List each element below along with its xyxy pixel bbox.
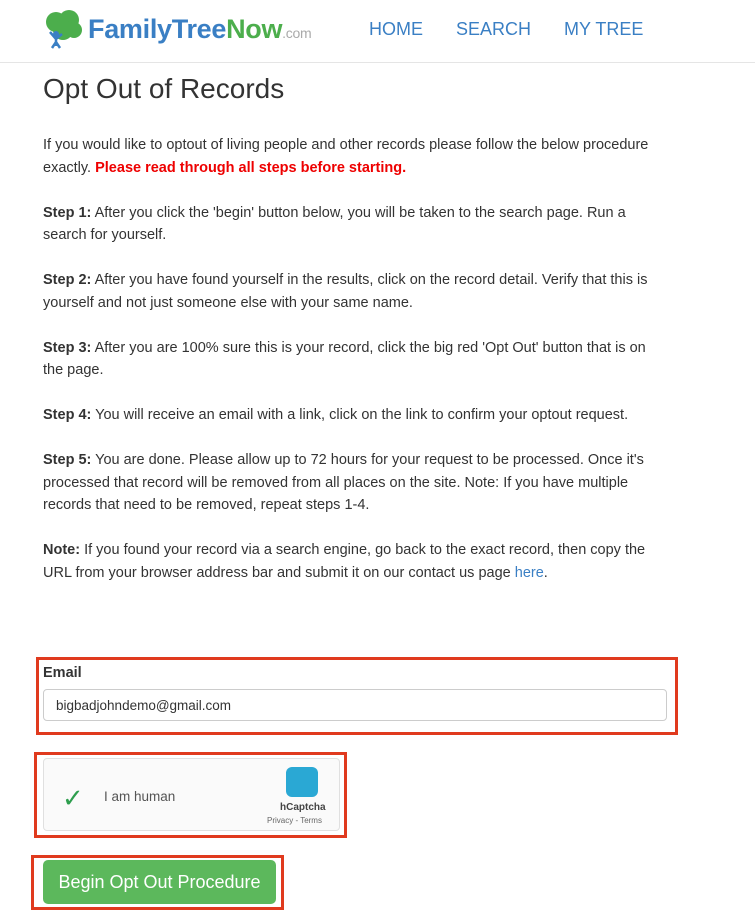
intro: If you would like to optout of living people and other records please follow the below procedure exactly. bbox=[43, 137, 649, 176]
email-label: Email bbox=[43, 665, 82, 681]
note-end: . bbox=[543, 564, 548, 581]
step-label: Step 1: bbox=[43, 204, 92, 221]
note-label: Note: bbox=[43, 542, 81, 558]
captcha-label: I am human bbox=[104, 789, 176, 804]
step-3 bbox=[43, 337, 668, 382]
step-text: After you click the 'begin' button below, you will be taken to the search page. Run a search for yourself. bbox=[43, 204, 626, 243]
email-input[interactable] bbox=[43, 689, 667, 721]
hcaptcha-widget[interactable] bbox=[43, 758, 340, 831]
begin-opt-out-button[interactable]: Begin Opt Out Procedure bbox=[43, 860, 276, 904]
step-4 bbox=[43, 404, 668, 427]
logo-text: Now bbox=[226, 13, 283, 44]
nav-my-tree[interactable]: MY TREE bbox=[564, 19, 644, 39]
nav-home[interactable]: HOME bbox=[369, 19, 423, 39]
step-2 bbox=[43, 269, 668, 314]
hcaptcha-logo-icon bbox=[286, 767, 318, 797]
hcaptcha-brand: hCaptcha bbox=[280, 802, 326, 813]
step-label: Step 2: bbox=[43, 272, 92, 288]
step-text: After you have found yourself in the results, click on the record detail. Verify that this is yourself and not just someone else with your same name. bbox=[43, 272, 648, 311]
tree-icon bbox=[42, 8, 84, 50]
instructions bbox=[43, 134, 668, 607]
step-text: You will receive an email with a link, click on the link to confirm your optout request. bbox=[91, 407, 629, 423]
logo-text: .com bbox=[282, 24, 312, 41]
site-logo[interactable] bbox=[42, 8, 311, 50]
step-text: After you are 100% sure this is your record, click the big red 'Opt Out' button that is on the page. bbox=[43, 339, 646, 378]
captcha-links[interactable]: Privacy - Terms bbox=[267, 816, 322, 825]
step-text: You are done. Please allow up to 72 hours for your request to be processed. Once it's processed that record will be removed from all places on the site. Note: If you have multiple records that need to be removed, repeat steps 1-4. bbox=[43, 452, 644, 513]
logo-text: FamilyTree bbox=[88, 13, 227, 44]
step-5 bbox=[43, 449, 668, 517]
checkmark-icon[interactable]: ✓ bbox=[62, 783, 84, 813]
step-label: Step 3: bbox=[43, 339, 92, 356]
note-text: If you found your record via a search engine, go back to the exact record, then copy the URL from your browser address bar and submit it on our contact us page bbox=[43, 542, 646, 581]
intro-text bbox=[43, 134, 668, 179]
step-label: Step 4: bbox=[43, 407, 92, 423]
note bbox=[43, 539, 668, 584]
site-header bbox=[0, 0, 755, 63]
nav-search[interactable]: SEARCH bbox=[456, 19, 532, 39]
contact-here-link[interactable]: here bbox=[514, 564, 544, 581]
step-1 bbox=[43, 202, 668, 247]
main-nav bbox=[369, 19, 676, 40]
intro-warning: Please read through all steps before starting. bbox=[95, 159, 407, 176]
page-title: Opt Out of Records bbox=[43, 73, 285, 104]
step-label: Step 5: bbox=[43, 452, 92, 468]
